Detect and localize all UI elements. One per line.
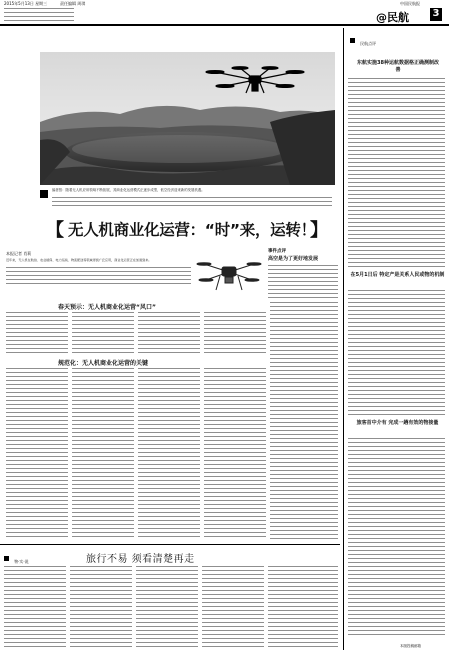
sidebar-label: 民航点评 [350, 30, 390, 37]
section-tab [372, 7, 444, 23]
footer-note: 本版投稿邮箱 [400, 644, 421, 648]
sub-article [268, 250, 338, 298]
feature-headline: 无人机商业化运营：“时”来，运转！ [68, 221, 316, 239]
bottom-col5 [268, 566, 338, 650]
section2-col1 [6, 368, 68, 540]
sub-headline: 高空是为了更好地发展 [268, 256, 319, 262]
bottom-col2 [70, 566, 132, 650]
headline-box [40, 214, 335, 244]
caption-filler [52, 197, 332, 209]
sub-filler-bottom [270, 302, 338, 540]
section2-col4 [204, 368, 266, 540]
hero-photo [40, 52, 335, 185]
sub-filler-top [268, 265, 338, 299]
camera-icon [196, 252, 262, 298]
issue-line: 2015年5月13日 星期三 [4, 1, 48, 6]
header-contacts [4, 8, 74, 22]
caption-marker [40, 190, 48, 198]
page-number: 3 [430, 8, 442, 21]
section-tab-label: @民航 [376, 11, 409, 24]
bottom-col4 [202, 566, 264, 650]
sidebar-headline-2: 在5月1日后 特定产是关系人民或物的机制 [350, 272, 445, 278]
section2-col3 [138, 368, 200, 540]
drone-icon [200, 60, 310, 100]
sidebar-border [343, 28, 344, 650]
byline: 本报记者 肖莉 [6, 251, 32, 256]
bottom-headline: 旅行不易 须看清楚再走 [86, 554, 195, 565]
section1-col1 [6, 312, 68, 354]
caption-text: 编者按：随着无人机应用领域不断拓展，其商业化运营模式正逐步成型，低空经济迎来新的发展机遇。 [52, 188, 205, 192]
sidebar-col-2 [348, 290, 445, 416]
bracket-left: 【 [46, 220, 64, 241]
section2-col2 [72, 368, 134, 540]
section1-title: 春天预示：无人机商业化运营“风口” [58, 304, 156, 311]
lead-paragraph: 近年来，无人机在航拍、农业植保、电力巡线、物流配送等领域得到广泛应用，商业化运营正在加速到来。 [6, 258, 152, 262]
bottom-col3 [136, 566, 198, 650]
sidebar-col-1 [348, 78, 445, 268]
section1-col3 [138, 312, 200, 354]
product-photo [196, 252, 262, 298]
bottom-kicker: 物·实·说 [4, 548, 44, 554]
lead-filler [6, 267, 191, 285]
bracket-right: 】 [310, 220, 328, 241]
sidebar-col-3 [348, 438, 445, 638]
section2-title: 规范化：无人机商业化运营的关键 [58, 360, 149, 367]
bottom-col1 [4, 566, 66, 650]
page-header [0, 0, 449, 24]
photo-caption [40, 188, 335, 210]
sidebar-headline-3: 旅客首中介有 完成一趟有效的物接量 [356, 420, 439, 426]
sub-kicker: 事件点评 [268, 249, 286, 254]
section1-col2 [72, 312, 134, 354]
editor-line: 责任编辑 周琪 [60, 1, 86, 6]
header-rule [0, 24, 449, 26]
bottom-rule [0, 544, 340, 545]
feature-kicker [90, 44, 120, 50]
section1-col4 [204, 312, 266, 354]
sidebar-headline-1: 东航实施38种运航数据格正确测制改善 [357, 60, 439, 73]
site-tag: 中国民航报 [400, 1, 420, 6]
